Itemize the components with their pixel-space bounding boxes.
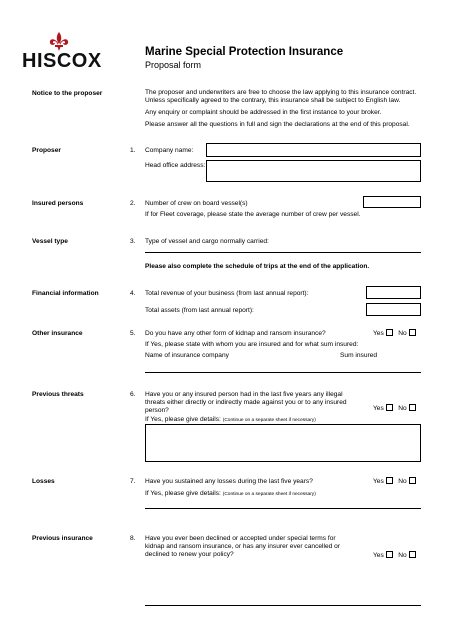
q5-yes-label: Yes xyxy=(373,330,384,337)
schedule-note: Please also complete the schedule of trips at the end of the application. xyxy=(145,263,370,270)
page-title: Marine Special Protection Insurance xyxy=(145,46,344,58)
head-office-label: Head office address: xyxy=(145,162,206,169)
insurer-name-header: Name of insurance company xyxy=(145,352,229,359)
prev-insurance-question-line1: Have you ever been declined or accepted under special terms for xyxy=(145,535,336,542)
losses-details-label: If Yes, please give details: (Continue on a separate sheet if necessary) xyxy=(145,490,316,497)
q3-number: 3. xyxy=(130,238,136,245)
revenue-field[interactable] xyxy=(366,286,421,299)
crew-number-field[interactable] xyxy=(363,196,421,208)
sum-insured-header: Sum insured xyxy=(340,352,378,359)
notice-p2: Any enquiry or complaint should be addressed in the first instance to your broker. xyxy=(145,109,382,116)
previous-threats-label: Previous threats xyxy=(32,391,84,398)
losses-question: Have you sustained any losses during the last five years? xyxy=(145,478,313,485)
other-insurance-note: If Yes, please state with whom you are insured and for what sum insured: xyxy=(145,341,359,348)
q6-no-checkbox[interactable] xyxy=(409,404,416,411)
hiscox-logo xyxy=(22,32,104,72)
q8-number: 8. xyxy=(130,535,136,542)
q7-no-checkbox[interactable] xyxy=(409,477,416,484)
threats-question-line3: person? xyxy=(145,407,169,414)
q6-number: 6. xyxy=(130,391,136,398)
q7-yes-checkbox[interactable] xyxy=(386,477,393,484)
q8-yes-no xyxy=(373,551,416,559)
vessel-type-label: Vessel type xyxy=(32,238,68,245)
q6-no-label: No xyxy=(398,405,407,412)
other-insurance-question: Do you have any other form of kidnap and ransom insurance? xyxy=(145,330,326,337)
page-subtitle: Proposal form xyxy=(145,60,202,70)
other-insurance-label: Other insurance xyxy=(32,330,83,337)
losses-label: Losses xyxy=(32,478,55,485)
q7-yes-no xyxy=(373,477,416,485)
q8-no-label: No xyxy=(398,552,407,559)
brand-name: HISCOX xyxy=(22,50,102,72)
previous-insurance-label: Previous insurance xyxy=(32,535,93,542)
head-office-field[interactable] xyxy=(206,160,421,182)
vessel-question: Type of vessel and cargo normally carried: xyxy=(145,238,269,245)
insured-persons-label: Insured persons xyxy=(32,200,84,207)
q6-yes-checkbox[interactable] xyxy=(386,404,393,411)
prev-insurance-answer-line[interactable] xyxy=(145,605,421,606)
threats-question-line1: Have you or any insured person had in the last five years any illegal xyxy=(145,391,343,398)
fleet-note: If for Fleet coverage, please state the average number of crew per vessel. xyxy=(145,211,361,218)
q4-number: 4. xyxy=(130,290,136,297)
q1-number: 1. xyxy=(130,147,136,154)
revenue-question: Total revenue of your business (from last annual report): xyxy=(145,290,309,297)
q5-yes-checkbox[interactable] xyxy=(386,329,393,336)
fleur-de-lis-icon xyxy=(48,32,70,52)
q7-no-label: No xyxy=(398,478,407,485)
q8-no-checkbox[interactable] xyxy=(409,551,416,558)
q5-yes-no xyxy=(373,329,416,337)
q8-yes-label: Yes xyxy=(373,552,384,559)
threats-details-field[interactable] xyxy=(145,424,421,462)
vessel-answer-line[interactable] xyxy=(145,252,421,253)
crew-question: Number of crew on board vessel(s) xyxy=(145,200,248,207)
threats-details-label: If Yes, please give details: (Continue on a separate sheet if necessary) xyxy=(145,416,316,423)
q5-no-label: No xyxy=(398,330,407,337)
q7-yes-label: Yes xyxy=(373,478,384,485)
q6-yes-no xyxy=(373,404,416,412)
q5-number: 5. xyxy=(130,330,136,337)
threats-question-line2: threats either directly or indirectly made against you or to any insured xyxy=(145,399,347,406)
assets-field[interactable] xyxy=(366,303,421,316)
q8-yes-checkbox[interactable] xyxy=(386,551,393,558)
prev-insurance-question-line2: kidnap and ransom insurance, or has any insurer ever cancelled or xyxy=(145,543,340,550)
q5-no-checkbox[interactable] xyxy=(409,329,416,336)
assets-question: Total assets (from last annual report): xyxy=(145,307,254,314)
q7-number: 7. xyxy=(130,478,136,485)
company-name-label: Company name: xyxy=(145,147,194,154)
financial-label: Financial information xyxy=(32,290,99,297)
proposer-label: Proposer xyxy=(32,147,61,154)
prev-insurance-question-line3: declined to renew your policy? xyxy=(145,551,234,558)
losses-answer-line[interactable] xyxy=(145,508,421,509)
other-insurance-answer-line[interactable] xyxy=(145,372,421,373)
notice-p3: Please answer all the questions in full and sign the declarations at the end of this proposal. xyxy=(145,121,410,128)
q2-number: 2. xyxy=(130,200,136,207)
company-name-field[interactable] xyxy=(206,143,421,157)
notice-p1b: Unless specifically agreed to the contrary, this insurance shall be subject to English law. xyxy=(145,97,401,104)
notice-label: Notice to the proposer xyxy=(32,90,103,97)
notice-p1: The proposer and underwriters are free to choose the law applying to this insurance contract. xyxy=(145,89,417,96)
q6-yes-label: Yes xyxy=(373,405,384,412)
